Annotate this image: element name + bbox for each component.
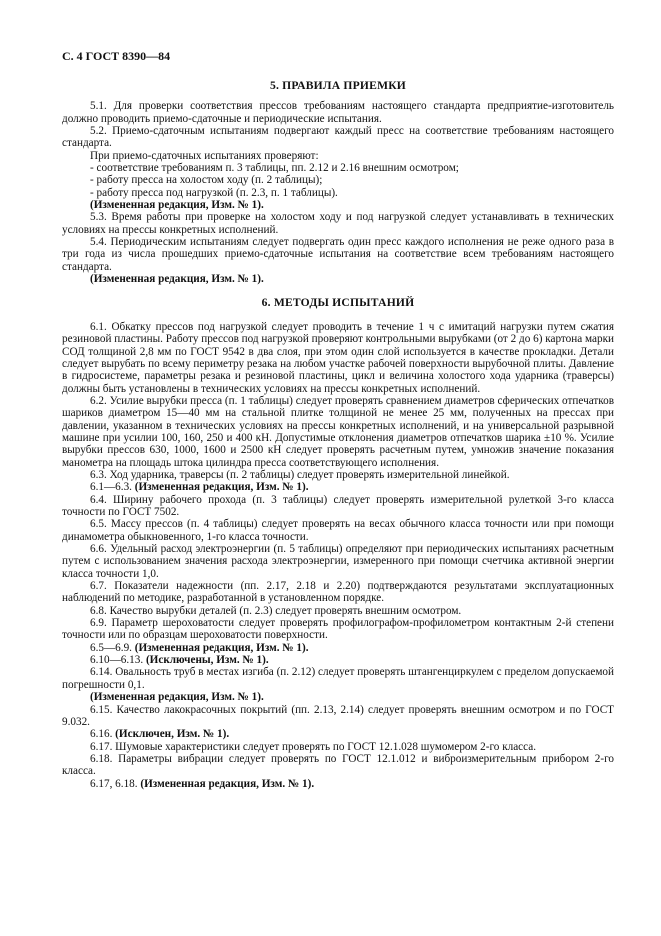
- clause-5-4: 5.4. Периодическим испытаниям следует подвергать один пресс каждого исполнения не реже одного раза в три года из числа прошедших приемо-сдаточные испытания на соответствие всем требованиям настоящего стандарта.: [62, 236, 614, 273]
- clause-range: 6.10—6.13.: [90, 654, 144, 667]
- amendment-note: [62, 481, 614, 493]
- clause-range: 6.17, 6.18.: [90, 777, 138, 790]
- list-item: - работу пресса под нагрузкой (п. 2.3, п. 1 таблицы).: [90, 186, 338, 199]
- amendment-note: [62, 728, 614, 740]
- amendment-text: (Измененная редакция, Изм. № 1).: [90, 273, 264, 286]
- clause-6-9: 6.9. Параметр шероховатости следует проверять профилографом-профилометром контактным 2-й степени точности или по образцам шероховатости поверхности.: [62, 617, 614, 642]
- amendment-text: (Исключены, Изм. № 1).: [145, 654, 269, 667]
- clause-6-18: 6.18. Параметры вибрации следует проверять по ГОСТ 12.1.012 и виброизмерительным прибором 2-го класса.: [62, 752, 614, 778]
- clause-6-2: 6.2. Усилие вырубки пресса (п. 1 таблицы) следует проверять сравнением диаметров сферических отпечатков шариков диаметром 15—40 мм на стальной плитке толщиной не менее 25 мм, полученных на прессах при давлении, указанном в технических условиях на прессы конкретных исполнений, и на универсальной разрывной машине при усилии 100, 160, 250 и 400 кН. Допустимые отклонения диаметров отпечатков шарика ±10 %. Усилие вырубки прессов 630, 1000, 1600 и 2500 кН следует проверять расчетным путем, умножив значение показания манометра на площадь штока цилиндра пресса соответствующего исполнения.: [62, 394, 614, 469]
- clause-5-2: 5.2. Приемо-сдаточным испытаниям подвергают каждый пресс на соответствие требованиям настоящего стандарта.: [62, 125, 614, 150]
- amendment-text: (Измененная редакция, Изм. № 1).: [90, 199, 264, 212]
- section-6-title: 6. МЕТОДЫ ИСПЫТАНИЙ: [261, 295, 415, 309]
- clause-6-15: 6.15. Качество лакокрасочных покрытий (пп. 2.13, 2.14) следует проверять внешним осмотром и по ГОСТ 9.032.: [62, 703, 614, 728]
- clause-6-17: 6.17. Шумовые характеристики следует проверять по ГОСТ 12.1.028 шумомером 2-го класса.: [90, 740, 537, 753]
- clause-range: 6.5—6.9.: [90, 641, 132, 654]
- amendment-note: [62, 654, 614, 666]
- section-5-title: 5. ПРАВИЛА ПРИЕМКИ: [269, 79, 407, 92]
- amendment-note: [62, 778, 614, 790]
- clause-6-7: 6.7. Показатели надежности (пп. 2.17, 2.18 и 2.20) подтверждаются результатами эксплуатационных наблюдений по методике, разработанной в установленном порядке.: [62, 580, 614, 605]
- amendment-text: (Измененная редакция, Изм. № 1).: [134, 481, 309, 494]
- amendment-note: [62, 691, 614, 703]
- clause-5-3: 5.3. Время работы при проверке на холостом ходу и под нагрузкой следует устанавливать в технических условиях на прессы конкретных исполнений.: [62, 211, 614, 236]
- list-item: - соответствие требованиям п. 3 таблицы, пп. 2.12 и 2.16 внешним осмотром;: [90, 162, 459, 175]
- amendment-text: (Исключен, Изм. № 1).: [115, 728, 230, 741]
- amendment-note: [62, 199, 614, 211]
- clause-5-1: 5.1. Для проверки соответствия прессов требованиям настоящего стандарта предприятие-изготовитель должно проводить приемо-сдаточные и периодические испытания.: [62, 100, 614, 125]
- clause-6-4: 6.4. Ширину рабочего прохода (п. 3 таблицы) следует проверять измерительной рулеткой 3-го класса точности по ГОСТ 7502.: [62, 493, 614, 518]
- document-page: [62, 50, 614, 790]
- amendment-text: (Измененная редакция, Изм. № 1).: [140, 777, 315, 790]
- amendment-note: [62, 642, 614, 654]
- clause-6-6: 6.6. Удельный расход электроэнергии (п. 5 таблицы) определяют при периодических испытаниях расчетным путем с использованием значения расхода электроэнергии, измеренного при помощи счетчика активной энергии класса точности 1,0.: [62, 543, 614, 580]
- clause-6-14: 6.14. Овальность труб в местах изгиба (п. 2.12) следует проверять штангенциркулем с пределом допускаемой погрешности 0,1.: [62, 666, 614, 691]
- clause-number: 6.16.: [90, 728, 113, 741]
- list-item: - работу пресса на холостом ходу (п. 2 таблицы);: [90, 174, 323, 187]
- clause-range: 6.1—6.3.: [90, 481, 132, 494]
- clause-6-5: 6.5. Массу прессов (п. 4 таблицы) следует проверять на весах обычного класса точности или при помощи динамометра обыкновенного, 1-го класса точности.: [62, 518, 614, 543]
- clause-6-1: 6.1. Обкатку прессов под нагрузкой следует проводить в течение 1 ч с имитаций нагрузки путем сжатия резиновой пластины. Работу прессов под нагрузкой проверяют контрольными вырубками (от 2 до 6) картона марки СОД толщиной 2,8 мм по ГОСТ 9542 в два слоя, при этом один слой используется в качестве прокладки. Детали следует вырубать по всему периметру резака на любом участке рабочей поверхности вырубочной плиты. Давление в гидросистеме, параметры резака и резиновой пластины, цикл и величина холостого хода ударника (траверсы) должны быть установлены в технических условиях на прессы конкретных исполнений.: [62, 320, 614, 395]
- amendment-text: (Измененная редакция, Изм. № 1).: [134, 641, 309, 654]
- amendment-text: (Измененная редакция, Изм. № 1).: [90, 691, 264, 704]
- page-header: С. 4 ГОСТ 8390—84: [62, 49, 171, 63]
- amendment-note: [62, 273, 614, 285]
- clause-6-3: 6.3. Ход ударника, траверсы (п. 2 таблицы) следует проверять измерительной линейкой.: [90, 468, 510, 481]
- clause-5-2-intro: При приемо-сдаточных испытаниях проверяют:: [90, 149, 319, 162]
- clause-6-8: 6.8. Качество вырубки деталей (п. 2.3) следует проверять внешним осмотром.: [90, 604, 462, 617]
